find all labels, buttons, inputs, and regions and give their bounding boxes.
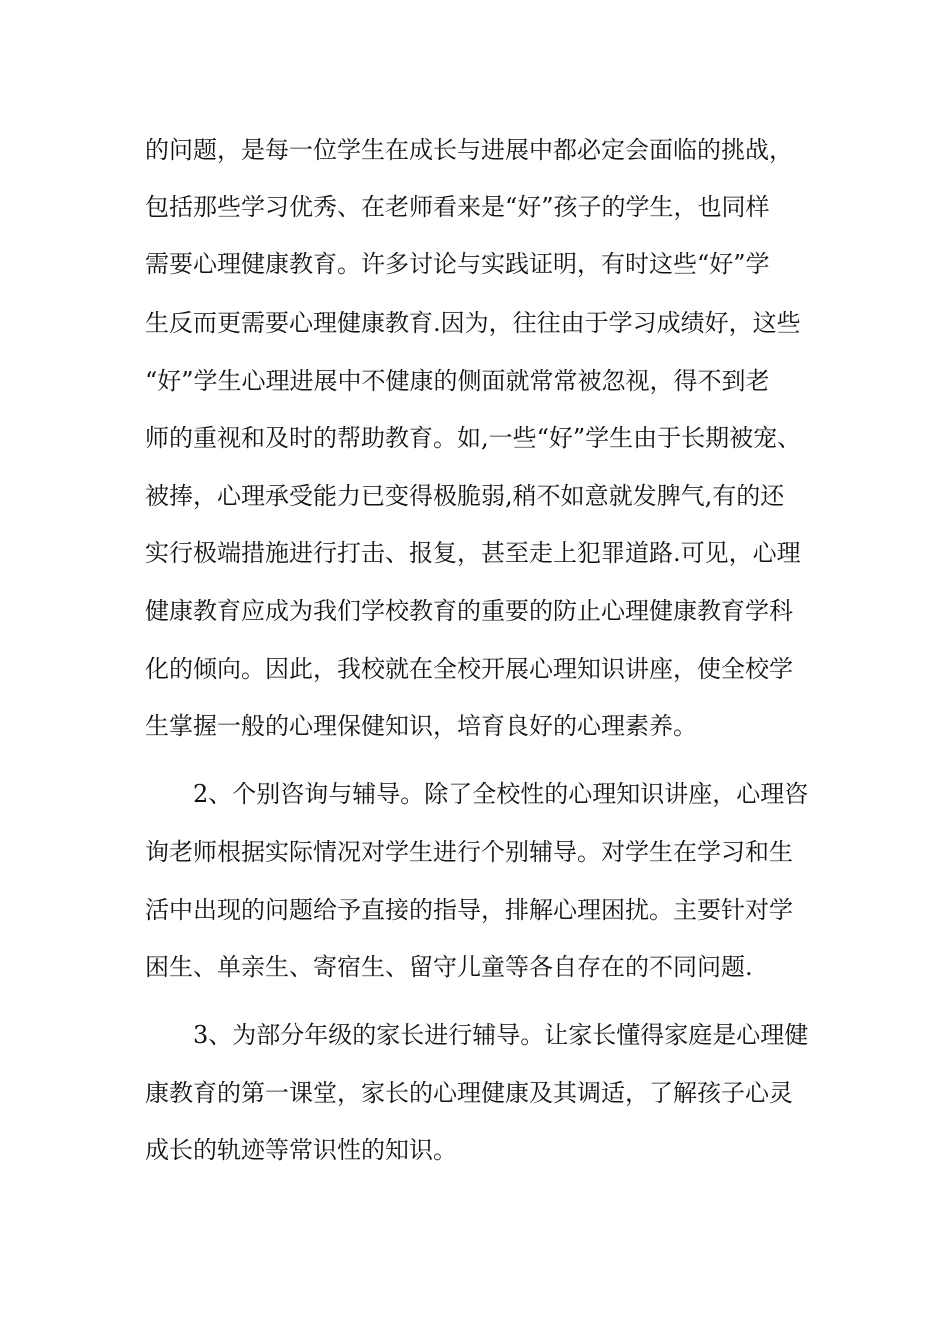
paragraph-1-line-5: “好”学生心理进展中不健康的侧面就常常被忽视，得不到老	[145, 367, 770, 395]
paragraph-3-line-2: 康教育的第一课堂，家长的心理健康及其调适，了解孩子心灵	[145, 1079, 793, 1107]
paragraph-2-line-3: 活中出现的问题给予直接的指导，排解心理困扰。主要针对学	[145, 896, 793, 924]
paragraph-1-line-1: 的问题，是每一位学生在成长与进展中都必定会面临的挑战，	[145, 136, 793, 164]
paragraph-1-line-9: 健康教育应成为我们学校教育的重要的防止心理健康教育学科	[145, 597, 793, 625]
paragraph-1-line-7: 被捧，心理承受能力已变得极脆弱,稍不如意就发脾气,有的还	[145, 482, 785, 510]
paragraph-1-line-8: 实行极端措施进行打击、报复，甚至走上犯罪道路.可见，心理	[145, 539, 801, 567]
paragraph-3-line-1: 3、为部分年级的家长进行辅导。让家长懂得家庭是心理健	[193, 1021, 809, 1049]
paragraph-1-line-3: 需要心理健康教育。许多讨论与实践证明，有时这些“好”学	[145, 250, 770, 278]
paragraph-1-line-6: 师的重视和及时的帮助教育。如,一些“好”学生由于长期被宠、	[145, 424, 802, 452]
paragraph-1-line-4: 生反而更需要心理健康教育.因为，往往由于学习成绩好，这些	[145, 309, 801, 337]
paragraph-3-line-3: 成长的轨迹等常识性的知识。	[145, 1136, 457, 1164]
paragraph-2-line-1: 2、个别咨询与辅导。除了全校性的心理知识讲座，心理咨	[193, 780, 809, 808]
paragraph-2-line-2: 询老师根据实际情况对学生进行个别辅导。对学生在学习和生	[145, 838, 793, 866]
paragraph-1-line-2: 包括那些学习优秀、在老师看来是“好”孩子的学生，也同样	[145, 193, 770, 221]
paragraph-1-line-11: 生掌握一般的心理保健知识，培育良好的心理素养。	[145, 712, 697, 740]
paragraph-2-line-4: 困生、单亲生、寄宿生、留守儿童等各自存在的不同问题.	[145, 953, 753, 981]
paragraph-1-line-10: 化的倾向。因此，我校就在全校开展心理知识讲座，使全校学	[145, 655, 793, 683]
